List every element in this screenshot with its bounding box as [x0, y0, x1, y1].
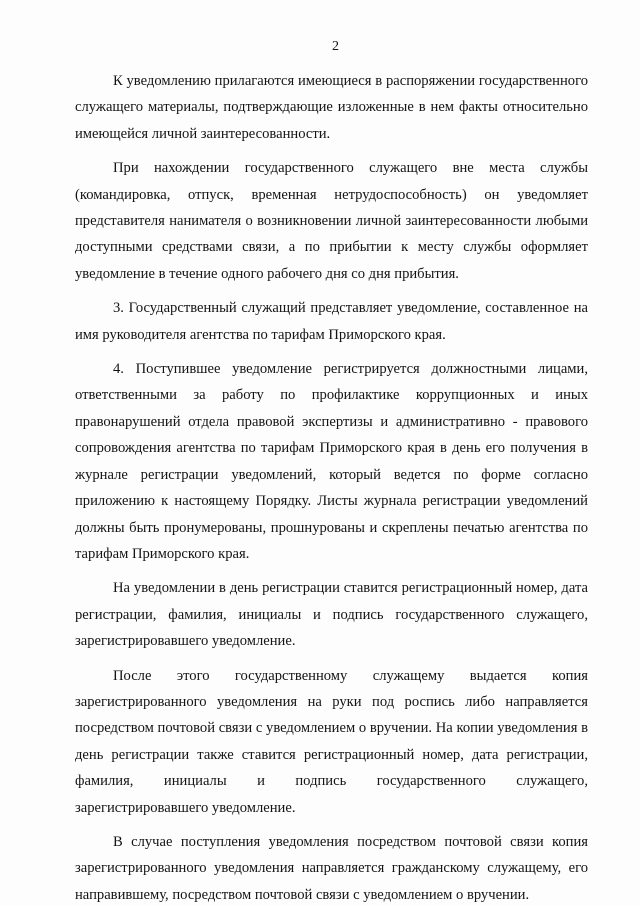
- paragraph-copy-issuance: После этого государственному служащему выдается копия зарегистрированного уведомления на руки под роспись либо направляется посредством почтовой связи с уведомлением о вручении. На копии уведомления в день регистрации также ставится регистрационный номер, дата регистрации, фамилия, инициалы и подпись государственного служащего, зарегистрировавшего уведомление.: [75, 667, 588, 816]
- paragraph-attachments: К уведомлению прилагаются имеющиеся в распоряжении государственного служащего материалы, подтверждающие изложенные в нем факты относительно имеющейся личной заинтересованности.: [75, 73, 588, 142]
- paragraph-item-3: 3. Государственный служащий представляет уведомление, составленное на имя руководителя агентства по тарифам Приморского края.: [75, 300, 588, 343]
- paragraph-outside-service: При нахождении государственного служащего вне места службы (командировка, отпуск, временная нетрудоспособность) он уведомляет представителя нанимателя о возникновении личной заинтересованности любыми доступными средствами связи, а по прибытии к месту службы оформляет уведомление в течение одного рабочего дня со дня прибытия.: [75, 160, 588, 282]
- paragraph-registration-details: На уведомлении в день регистрации ставится регистрационный номер, дата регистрации, фамилия, инициалы и подпись государственного служащего, зарегистрировавшего уведомление.: [75, 580, 588, 650]
- page-number: 2: [332, 39, 339, 54]
- document-body: [75, 68, 588, 908]
- paragraph-item-4: 4. Поступившее уведомление регистрируется должностными лицами, ответственными за работу по профилактике коррупционных и иных правонарушений отдела правовой экспертизы и административно - правового сопровождения агентства по тарифам Приморского края в день его получения в журнале регистрации уведомлений, который ведется по форме согласно приложению к настоящему Порядку. Листы журнала регистрации уведомлений должны быть пронумерованы, прошнурованы и скреплены печатью агентства по тарифам Приморского края.: [75, 361, 588, 562]
- paragraph-postal-delivery: В случае поступления уведомления посредством почтовой связи копия зарегистрированного уведомления направляется гражданскому служащему, его направившему, посредством почтовой связи с уведомлением о вручении.: [75, 833, 588, 903]
